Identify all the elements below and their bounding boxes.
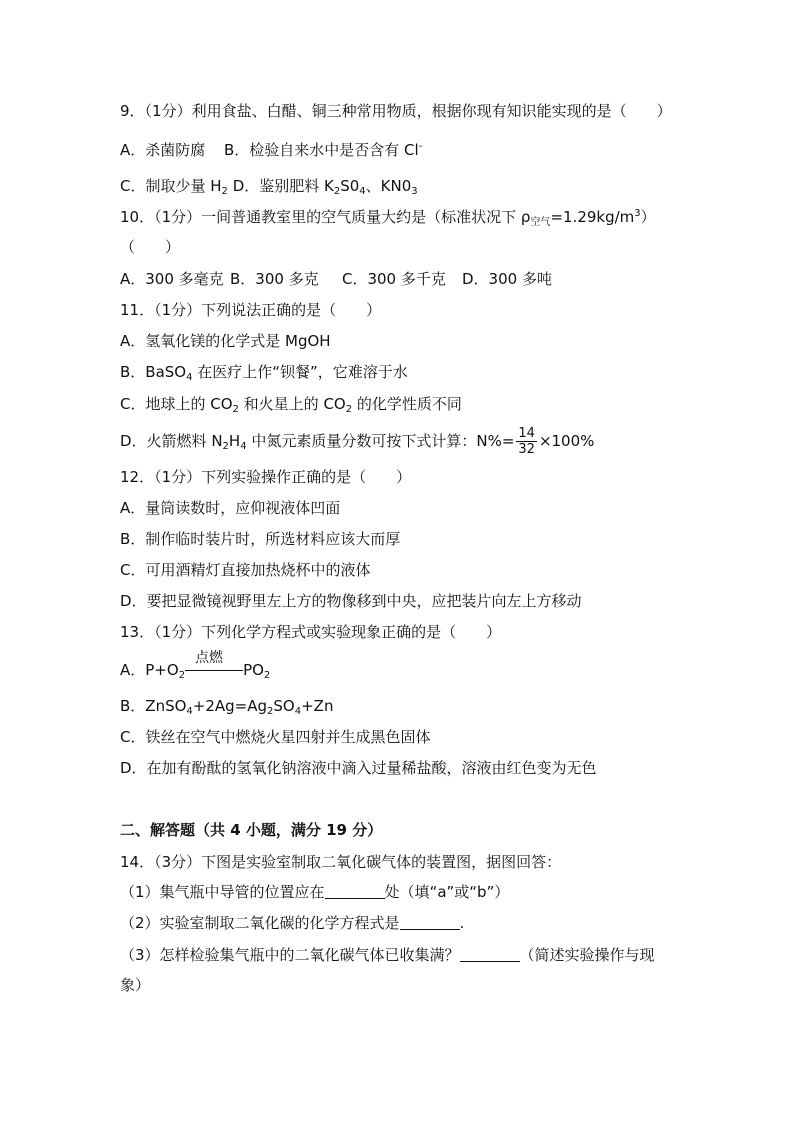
q12-stem: 12．（1分）下列实验操作正确的是（ ） — [120, 468, 412, 486]
q13-stem: 13．（1分）下列化学方程式或实验现象正确的是（ ） — [120, 623, 502, 641]
q11-stem: 11．（1分）下列说法正确的是（ ） — [120, 301, 382, 319]
q9-option-b: B．检验自来水中是否含有 Cl- — [224, 141, 423, 159]
q14-part-3: （3）怎样检验集气瓶中的二氧化碳气体已收集满？ （简述实验操作与现 — [120, 946, 655, 964]
reaction-condition: 点燃 — [185, 660, 243, 680]
q10-paren: （ ） — [120, 238, 181, 256]
q12-option-a: A．量筒读数时，应仰视液体凹面 — [120, 499, 341, 517]
q10-option-b: B．300 多克 — [230, 270, 319, 288]
q12-option-b: B．制作临时装片时，所选材料应该大而厚 — [120, 530, 401, 548]
q10-option-d: D．300 多吨 — [462, 270, 552, 288]
q13-option-d: D．在加有酚酞的氢氧化钠溶液中滴入过量稀盐酸，溶液由红色变为无色 — [120, 759, 597, 777]
q9-option-d: D．鉴别肥料 $K_2S0_4$、$KN0_3$ — [232, 177, 418, 197]
q9-stem: 9．（1分）利用食盐、白醋、铜三种常用物质，根据你现有知识能实现的是（ ） — [120, 102, 672, 120]
q14-part-2: （2）实验室制取二氧化碳的化学方程式是 . — [120, 914, 465, 932]
equation-line — [185, 670, 243, 671]
q9-options-cd — [120, 176, 418, 196]
fraction: $\frac{14}{32}$ — [518, 426, 535, 457]
section-title: 二、解答题（共 4 小题，满分 19 分） — [120, 821, 383, 839]
q13-option-a: A．$P+O_2$ 点燃 $PO_2$ — [120, 650, 271, 681]
q11-option-a: A．氢氧化镁的化学式是 MgOH — [120, 332, 331, 350]
q14-part-1: （1）集气瓶中导管的位置应在 处（填“a”或“b”） — [120, 883, 510, 901]
q10-option-c: C．300 多千克 — [342, 270, 446, 288]
answer-blank-1[interactable] — [325, 884, 385, 899]
q10-stem: 10．（1分）一间普通教室里的空气质量大约是（标准状况下 $\rho_{空气}=1.29kg/m^3$） — [120, 208, 656, 228]
answer-blank-3[interactable] — [460, 947, 520, 962]
q14-stem: 14．（3分）下图是实验室制取二氧化碳气体的装置图，据图回答： — [120, 853, 562, 871]
q11-option-b: B．BaSO$_4$ 在医疗上作“钡餐”，它难溶于水 — [120, 363, 408, 383]
q9-option-c: C．制取少量 $H_2$ — [120, 177, 228, 197]
q12-option-d: D．要把显微镜视野里左上方的物像移到中央，应把装片向左上方移动 — [120, 592, 582, 610]
q10-options — [120, 269, 552, 289]
answer-blank-2[interactable] — [400, 915, 460, 930]
q11-option-d: D．火箭燃料 $N_2H_4$ 中氮元素质量分数可按下式计算：N%= $\frac{14}{32}$ ×100% — [120, 426, 595, 457]
q11-option-c: C．地球上的 $CO_2$ 和火星上的 $CO_2$ 的化学性质不同 — [120, 395, 462, 415]
q14-part-3-cont: 象） — [120, 976, 151, 994]
q12-option-c: C．可用酒精灯直接加热烧杯中的液体 — [120, 561, 371, 579]
q9-options-ab — [120, 140, 422, 160]
q13-option-b: B．$ZnSO_4+2Ag=Ag_2SO_4+Zn$ — [120, 697, 334, 717]
q10-option-a: A．300 多毫克 — [120, 270, 224, 288]
q9-option-a: A．杀菌防腐 — [120, 141, 206, 159]
q13-option-c: C．铁丝在空气中燃烧火星四射并生成黑色固体 — [120, 728, 431, 746]
